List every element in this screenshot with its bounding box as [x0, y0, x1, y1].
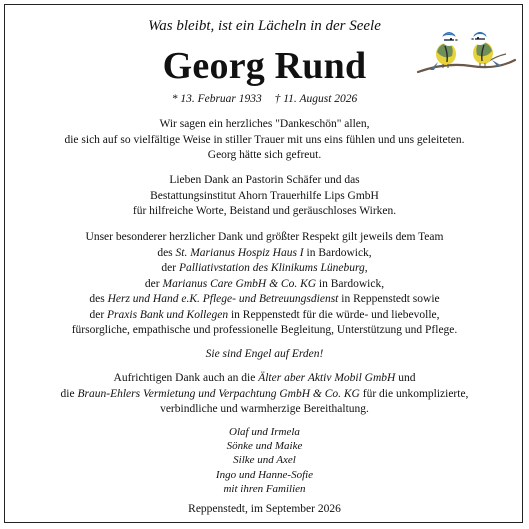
family-member: Olaf und Irmela	[229, 426, 300, 438]
family-member: Sönke und Maike	[226, 440, 303, 453]
birth-date: * 13. Februar 1933	[171, 93, 262, 105]
thanks-intro-line: die sich auf so vielfältige Weise in stiller Trauer mit uns eins fühlen und uns geleiteten.	[64, 133, 465, 146]
family-member: Silke und Axel	[233, 454, 296, 467]
thanks-intro	[0, 117, 529, 164]
sincere-text: und	[395, 372, 416, 384]
deceased-name: Georg Rund	[162, 45, 367, 87]
sincere-text: die	[60, 387, 78, 400]
thanks-intro-line: Wir sagen ein herzliches "Dankeschön" allen,	[159, 118, 370, 130]
sincere-line	[0, 387, 529, 403]
family-member: mit ihren Familien	[223, 482, 306, 495]
sincere-text: Aufrichtigen Dank auch an die	[113, 372, 259, 384]
team-text: der	[89, 308, 108, 321]
sincere-braun-ehlers: Braun-Ehlers Vermietung und Verpachtung GmbH & Co. KG	[77, 387, 360, 400]
team-line: fürsorgliche, empathische und professionelle Begleitung, Unterstützung und Pflege.	[71, 324, 458, 336]
team-text: der	[144, 277, 163, 290]
life-dates	[0, 92, 529, 106]
team-line	[0, 246, 529, 262]
team-line	[0, 292, 529, 308]
team-text: in Bardowick,	[316, 277, 385, 290]
family-member: Ingo und Hanne-Sofie	[215, 468, 314, 481]
team-palliative: Palliativstation des Klinikums Lüneburg	[178, 262, 365, 274]
sincere-line: verbindliche und warmherzige Bereithaltung.	[160, 403, 369, 415]
place-date: Reppenstedt, im September 2026	[188, 503, 341, 515]
team-text: in Bardowick,	[303, 246, 372, 259]
thanks-intro-line: Georg hätte sich gefreut.	[207, 149, 322, 161]
angels-line: Sie sind Engel auf Erden!	[205, 348, 324, 360]
thanks-pastor-line: Bestattungsinstitut Ahorn Trauerhilfe Lips GmbH	[150, 189, 379, 202]
team-text: in Reppenstedt für die würde- und liebevolle,	[228, 308, 440, 321]
motto: Was bleibt, ist ein Lächeln in der Seele	[148, 18, 381, 34]
team-line	[0, 308, 529, 324]
thanks-care-teams	[0, 230, 529, 339]
sincere-mobil: Älter aber Aktiv Mobil GmbH	[258, 372, 396, 384]
team-line	[0, 261, 529, 277]
team-herz-und-hand: Herz und Hand e.K. Pflege- und Betreuungsdienst	[107, 293, 339, 305]
family-signature	[0, 425, 529, 496]
sincere-text: für die unkomplizierte,	[359, 387, 469, 400]
thanks-pastor-line: für hilfreiche Worte, Beistand und geräuschloses Wirken.	[132, 205, 397, 217]
team-text: des	[157, 246, 176, 259]
thanks-pastor	[0, 173, 529, 220]
sincere-line	[0, 371, 529, 387]
death-date: † 11. August 2026	[274, 93, 358, 105]
team-praxis-bank: Praxis Bank und Kollegen	[107, 308, 229, 321]
team-line	[0, 277, 529, 293]
team-text: des	[89, 293, 108, 305]
team-text: ,	[364, 262, 368, 274]
thanks-sincere	[0, 371, 529, 418]
team-marianus-care: Marianus Care GmbH & Co. KG	[162, 277, 317, 290]
thanks-pastor-line: Lieben Dank an Pastorin Schäfer und das	[169, 174, 360, 186]
team-text: in Reppenstedt sowie	[338, 293, 440, 305]
team-text: der	[161, 262, 179, 274]
team-hospice: St. Marianus Hospiz Haus I	[175, 246, 304, 259]
team-line: Unser besonderer herzlicher Dank und größter Respekt gilt jeweils dem Team	[85, 231, 444, 243]
